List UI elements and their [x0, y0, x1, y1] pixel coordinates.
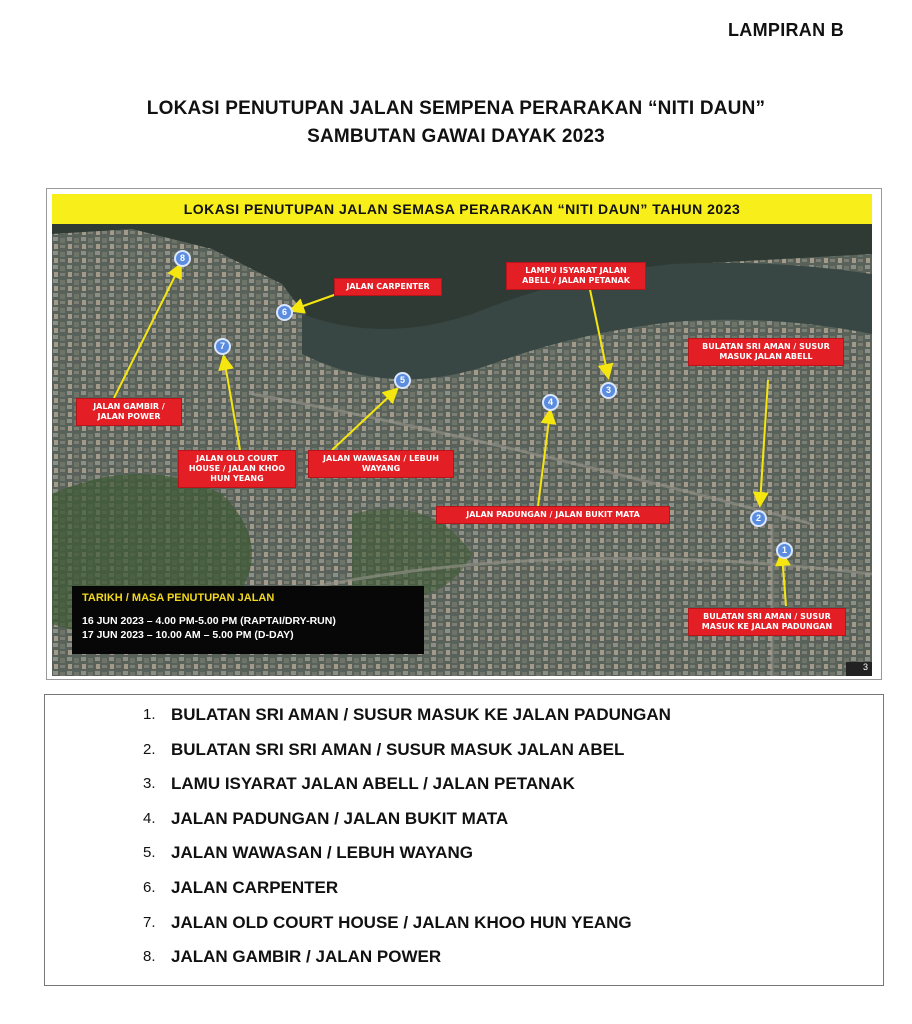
closure-time-dday: 17 JUN 2023 – 10.00 AM – 5.00 PM (D-DAY): [82, 629, 294, 641]
slide-page-number: 3: [846, 662, 872, 676]
list-item: [143, 740, 671, 775]
list-item-number: 4.: [143, 809, 156, 827]
list-item: [143, 774, 671, 809]
list-item-text: BULATAN SRI SRI AMAN / SUSUR MASUK JALAN ABEL: [171, 739, 625, 759]
location-list-box: [44, 694, 884, 986]
label-carpenter: JALAN CARPENTER: [334, 278, 442, 296]
label-bulatan-abell: BULATAN SRI AMAN / SUSUR MASUK JALAN ABELL: [688, 338, 844, 366]
list-item: [143, 809, 671, 844]
list-item-number: 6.: [143, 878, 156, 896]
list-item: [143, 878, 671, 913]
list-item-number: 8.: [143, 948, 156, 966]
list-item-text: JALAN GAMBIR / JALAN POWER: [171, 947, 442, 967]
label-lampu-isyarat: LAMPU ISYARAT JALAN ABELL / JALAN PETANAK: [506, 262, 646, 290]
label-old-court: JALAN OLD COURT HOUSE / JALAN KHOO HUN YEANG: [178, 450, 296, 488]
pin-6: 6: [276, 304, 293, 321]
pin-4: 4: [542, 394, 559, 411]
label-padungan: JALAN PADUNGAN / JALAN BUKIT MATA: [436, 506, 670, 524]
appendix-label: LAMPIRAN B: [728, 20, 844, 40]
closure-time-rehearsal: 16 JUN 2023 – 4.00 PM-5.00 PM (RAPTAI/DRY-RUN): [82, 615, 336, 627]
pin-3: 3: [600, 382, 617, 399]
pin-2: 2: [750, 510, 767, 527]
document-subtitle: SAMBUTAN GAWAI DAYAK 2023: [307, 126, 605, 147]
list-item: [143, 843, 671, 878]
list-item-text: BULATAN SRI AMAN / SUSUR MASUK KE JALAN PADUNGAN: [171, 705, 671, 724]
list-item: [143, 705, 671, 740]
label-gambir: JALAN GAMBIR / JALAN POWER: [76, 398, 182, 426]
map-banner: LOKASI PENUTUPAN JALAN SEMASA PERARAKAN “NITI DAUN” TAHUN 2023: [52, 194, 872, 224]
list-item-text: JALAN PADUNGAN / JALAN BUKIT MATA: [171, 808, 509, 828]
location-list: [143, 705, 671, 982]
list-item-number: 5.: [143, 844, 156, 862]
list-item-number: 1.: [143, 706, 156, 723]
list-item: [143, 947, 671, 982]
closure-time-box: [72, 586, 424, 654]
label-bulatan-padungan: BULATAN SRI AMAN / SUSUR MASUK KE JALAN PADUNGAN: [688, 608, 846, 636]
list-item: [143, 913, 671, 948]
document-title: LOKASI PENUTUPAN JALAN SEMPENA PERARAKAN “NITI DAUN”: [146, 98, 766, 119]
list-item-number: 7.: [143, 913, 156, 931]
pin-5: 5: [394, 372, 411, 389]
list-item-text: JALAN CARPENTER: [171, 877, 339, 897]
pin-7: 7: [214, 338, 231, 355]
road-closure-map: [52, 194, 872, 676]
label-wawasan: JALAN WAWASAN / LEBUH WAYANG: [308, 450, 454, 478]
list-item-number: 3.: [143, 775, 156, 793]
pin-1: 1: [776, 542, 793, 559]
closure-time-title: TARIKH / MASA PENUTUPAN JALAN: [82, 592, 275, 604]
pin-8: 8: [174, 250, 191, 267]
list-item-text: LAMU ISYARAT JALAN ABELL / JALAN PETANAK: [171, 774, 575, 794]
list-item-text: JALAN WAWASAN / LEBUH WAYANG: [171, 843, 473, 863]
list-item-text: JALAN OLD COURT HOUSE / JALAN KHOO HUN YEANG: [171, 912, 632, 932]
list-item-number: 2.: [143, 740, 156, 758]
